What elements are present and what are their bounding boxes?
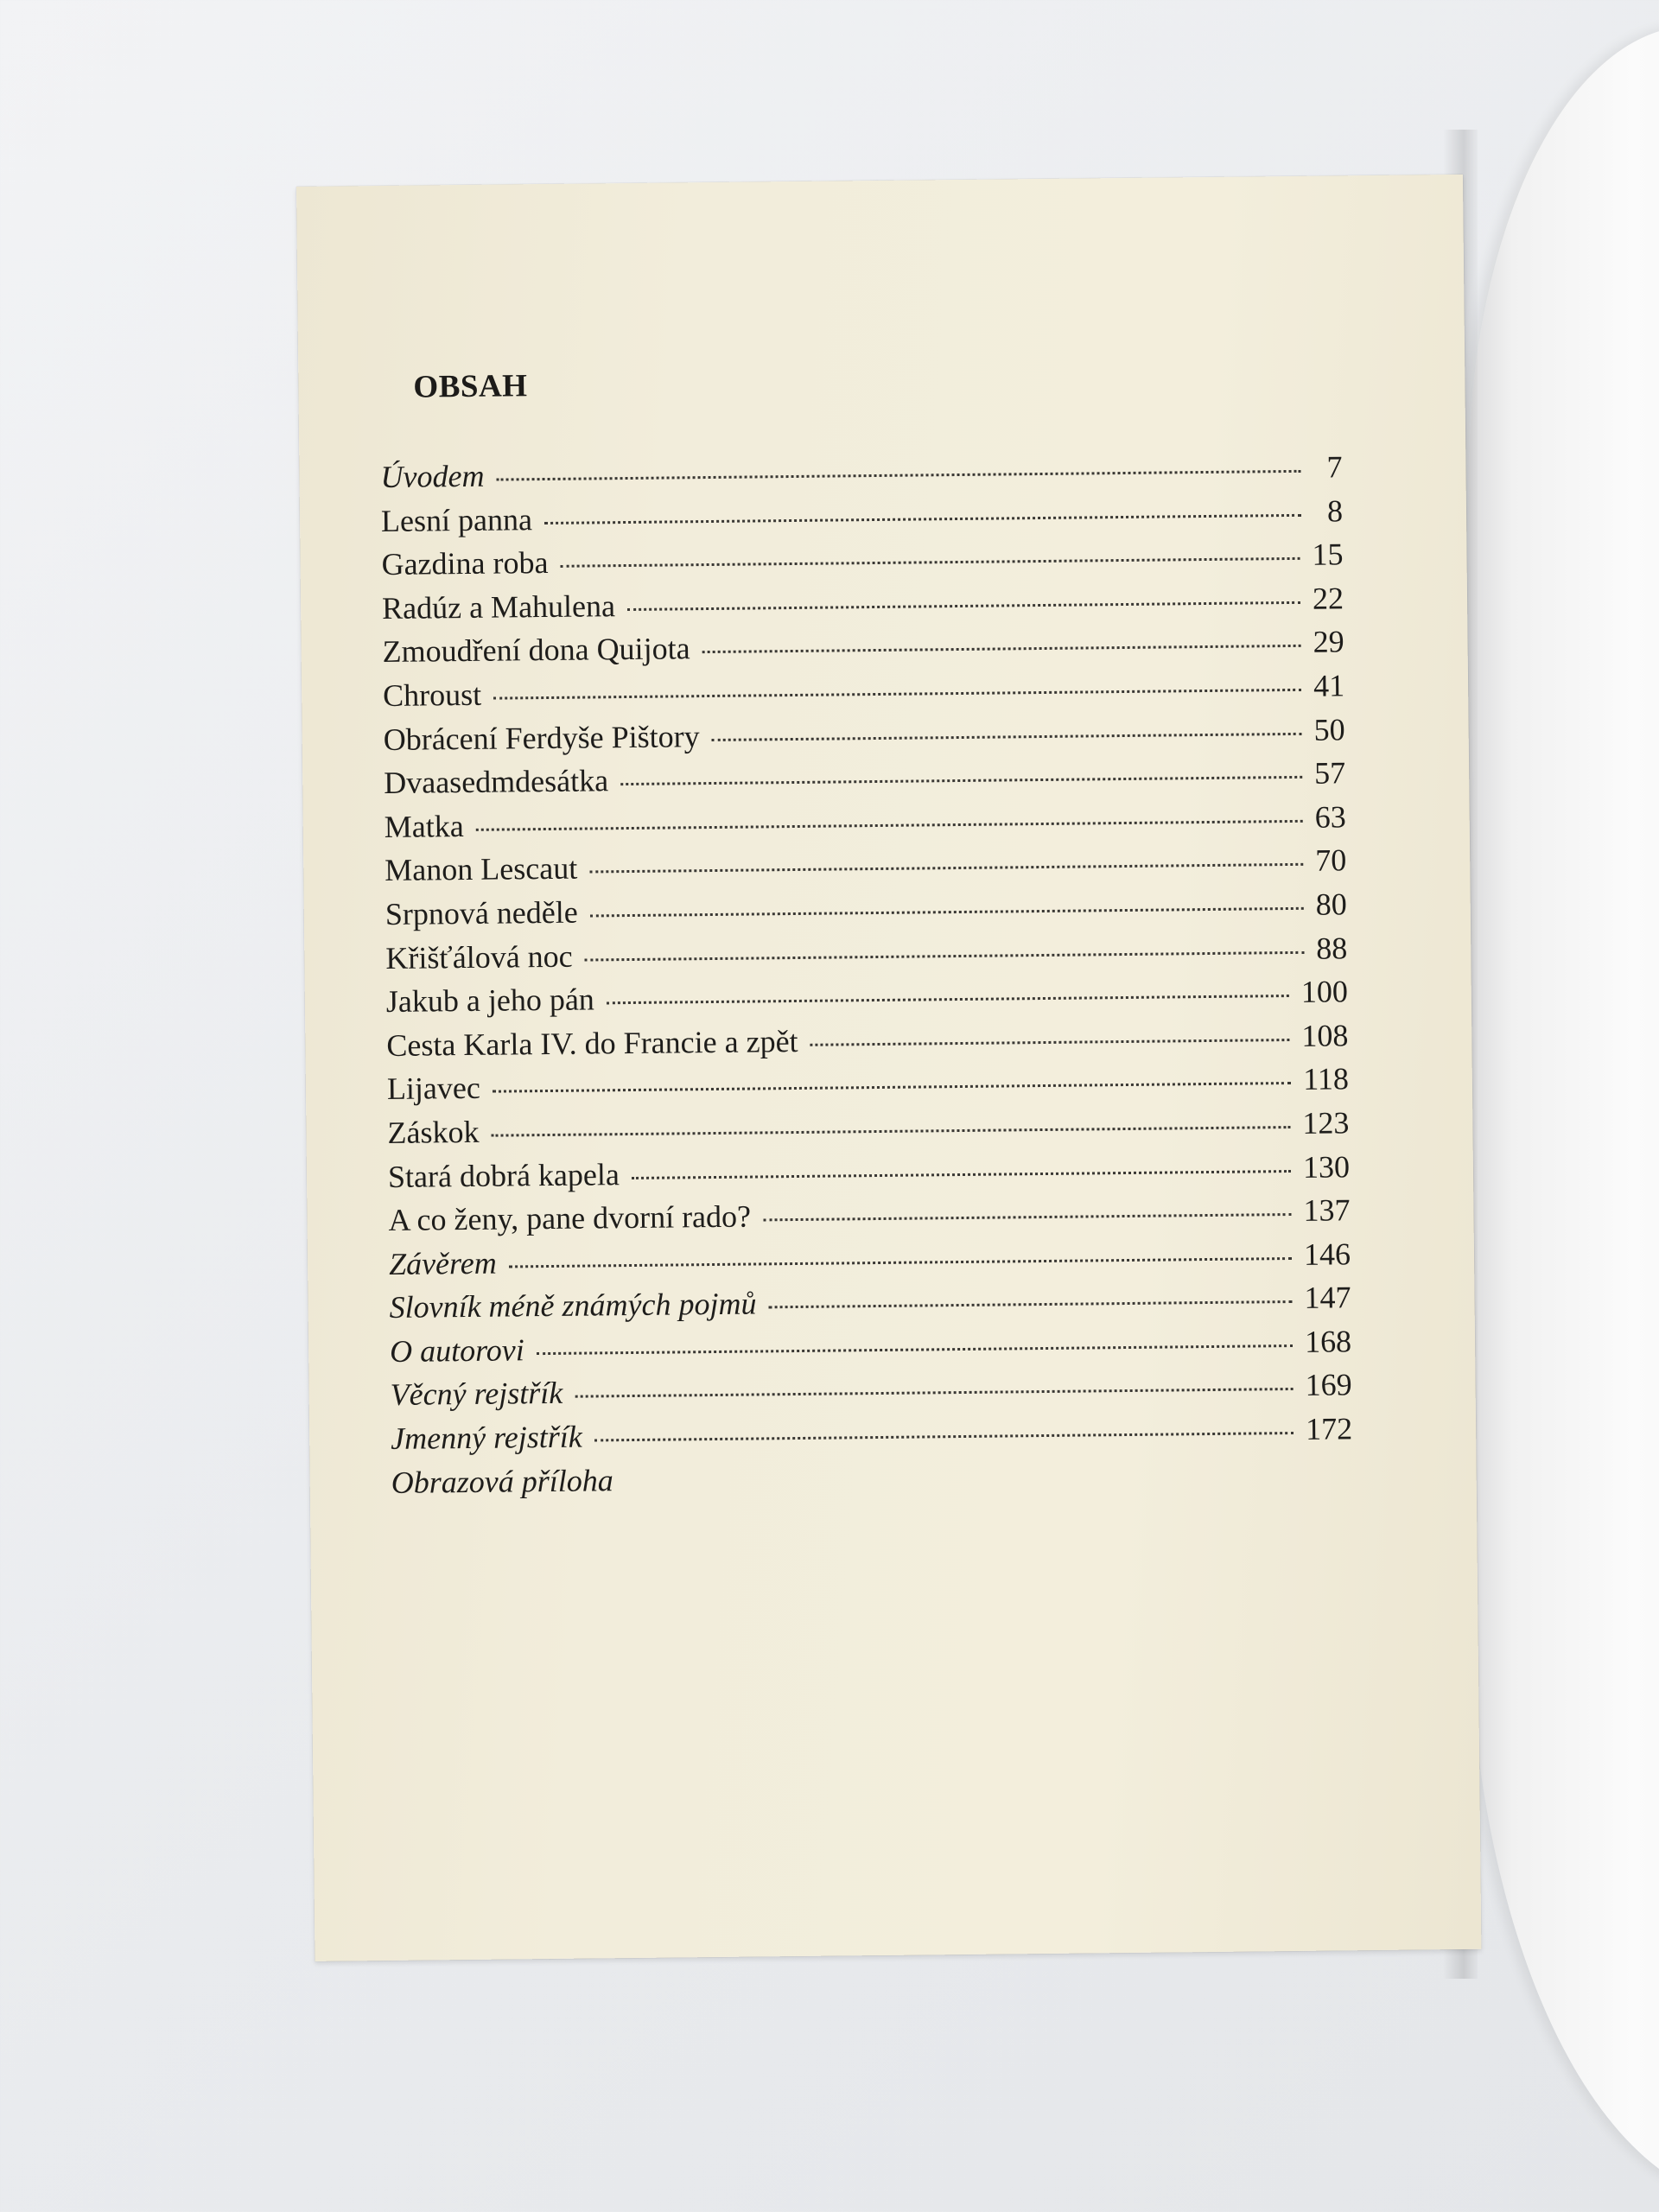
toc-entry-title: Chroust xyxy=(382,677,482,713)
toc-entry-page-number: 146 xyxy=(1303,1236,1351,1272)
toc-entry-page-number: 118 xyxy=(1303,1061,1350,1097)
toc-entry-page-number: 169 xyxy=(1305,1367,1352,1403)
toc-entry-title: Úvodem xyxy=(380,458,485,494)
dot-leader xyxy=(493,1082,1291,1093)
dot-leader xyxy=(768,1300,1292,1308)
toc-entry-page-number: 50 xyxy=(1313,711,1345,747)
toc-entry xyxy=(391,1454,1352,1508)
toc-entry-page-number: 15 xyxy=(1312,537,1344,572)
dot-leader xyxy=(627,601,1300,611)
toc-entry-title: Cesta Karla IV. do Francie a zpět xyxy=(386,1023,798,1063)
dot-leader xyxy=(712,732,1302,741)
toc-entry-title: Zmoudření dona Quijota xyxy=(382,631,690,670)
toc-entry-page-number: 130 xyxy=(1302,1148,1351,1185)
toc-entry-page-number: 88 xyxy=(1316,930,1348,966)
toc-entry-title: Jmenný rejstřík xyxy=(390,1419,582,1456)
toc-entry-page-number: 41 xyxy=(1313,668,1345,703)
toc-entry-page-number: 147 xyxy=(1304,1280,1351,1316)
dot-leader xyxy=(491,1126,1290,1137)
toc-entry-page-number: 63 xyxy=(1314,799,1346,835)
toc-entry-page-number: 22 xyxy=(1312,581,1344,616)
dot-leader xyxy=(590,907,1304,918)
toc-entry-page-number: 100 xyxy=(1300,974,1349,1009)
dot-leader xyxy=(537,1344,1293,1355)
dot-leader xyxy=(544,513,1301,524)
toc-entry-page-number: 57 xyxy=(1313,755,1346,791)
dot-leader xyxy=(493,689,1301,700)
dot-leader xyxy=(476,820,1303,831)
dot-leader xyxy=(763,1213,1291,1221)
dot-leader xyxy=(575,1388,1293,1398)
table-of-contents xyxy=(380,448,1353,1508)
toc-entry-title: Slovník méně známých pojmů xyxy=(389,1286,757,1325)
toc-entry-title: Stará dobrá kapela xyxy=(387,1156,620,1194)
toc-entry-title: Záskok xyxy=(387,1114,480,1150)
toc-entry-page-number: 172 xyxy=(1305,1411,1353,1446)
dot-leader xyxy=(497,470,1301,481)
toc-entry-page-number: 123 xyxy=(1302,1105,1350,1141)
toc-entry-page-number: 8 xyxy=(1326,493,1344,529)
curled-next-page xyxy=(1469,26,1659,2203)
toc-entry-title: Srpnová neděle xyxy=(385,894,578,931)
toc-entry-title: Manon Lescaut xyxy=(385,850,578,888)
toc-entry-title: Lijavec xyxy=(386,1071,481,1107)
dot-leader xyxy=(620,776,1302,785)
toc-entry-page-number: 7 xyxy=(1326,449,1343,485)
toc-entry-title: A co ženy, pane dvorní rado? xyxy=(388,1198,752,1238)
toc-entry-page-number: 70 xyxy=(1315,842,1347,879)
toc-entry-title: Křišťálová noc xyxy=(385,938,573,976)
dot-leader xyxy=(561,557,1300,568)
dot-leader xyxy=(509,1257,1292,1268)
dot-leader xyxy=(810,1039,1290,1046)
toc-entry-title: Matka xyxy=(384,808,464,844)
dot-leader xyxy=(632,1170,1291,1179)
toc-entry-title: Lesní panna xyxy=(380,501,533,538)
toc-entry-page-number: 29 xyxy=(1313,624,1344,660)
toc-entry-title: Dvaasedmdesátka xyxy=(384,763,609,801)
book-page xyxy=(296,175,1481,1961)
toc-entry-title: Radúz a Mahulena xyxy=(381,588,616,626)
toc-entry-title: Jakub a jeho pán xyxy=(385,982,595,1020)
toc-entry-title: O autorovi xyxy=(389,1332,524,1369)
toc-entry-title: Závěrem xyxy=(388,1245,497,1281)
dot-leader xyxy=(702,645,1301,653)
toc-entry-title: Obrácení Ferdyše Pištory xyxy=(383,718,700,757)
dot-leader xyxy=(589,863,1303,874)
toc-entry-title: Gazdina roba xyxy=(381,545,549,582)
toc-entry-page-number: 80 xyxy=(1315,887,1347,922)
toc-heading: OBSAH xyxy=(413,368,528,405)
toc-entry-page-number: 108 xyxy=(1301,1018,1349,1053)
dot-leader xyxy=(594,1432,1294,1441)
toc-entry-page-number: 137 xyxy=(1303,1192,1351,1228)
toc-entry-page-number: 168 xyxy=(1304,1324,1352,1359)
toc-entry-title: Obrazová příloha xyxy=(391,1462,613,1500)
dot-leader xyxy=(607,995,1289,1004)
dot-leader xyxy=(585,950,1305,961)
toc-entry-title: Věcný rejstřík xyxy=(390,1376,563,1413)
